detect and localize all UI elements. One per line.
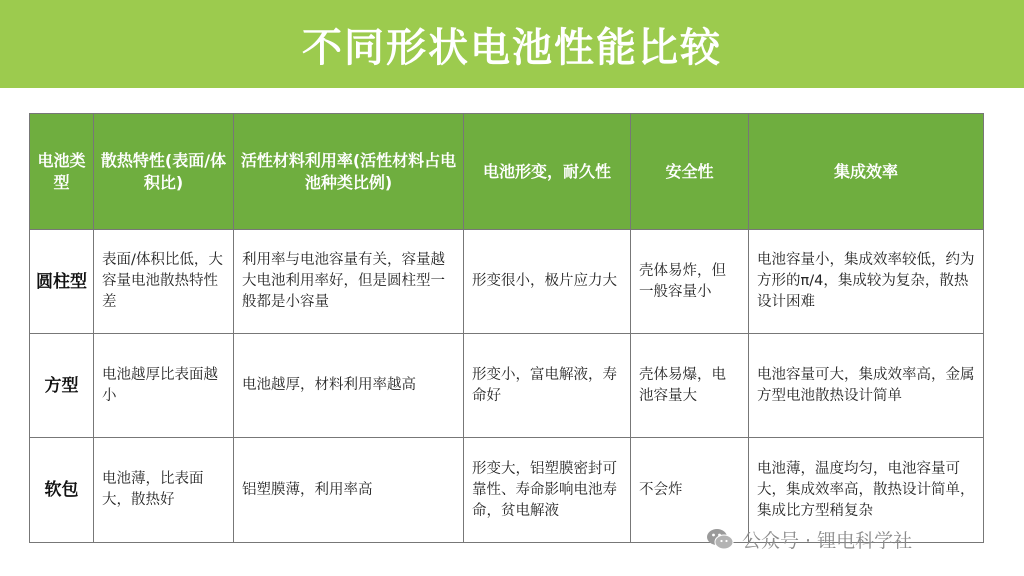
- watermark-text: 公众号 · 锂电科学社: [742, 529, 913, 552]
- table-cell: 电池越厚比表面越小: [94, 334, 234, 438]
- page-title: 不同形状电池性能比较: [302, 24, 722, 71]
- table-cell: 形变很小，极片应力大: [464, 230, 631, 334]
- comparison-table: [29, 113, 984, 543]
- header-material-utilization: 活性材料利用率(活性材料占电池种类比例): [234, 114, 464, 230]
- table-cell: 形变小，富电解液，寿命好: [464, 334, 631, 438]
- table-cell: 电池容量小，集成效率较低，约为方形的π/4，集成较为复杂，散热设计困难: [749, 230, 984, 334]
- header-battery-type: 电池类型: [30, 114, 94, 230]
- table-cell: 不会炸: [631, 438, 749, 543]
- table-cell: 电池薄，比表面大，散热好: [94, 438, 234, 543]
- header-row: [30, 114, 984, 230]
- header-deformation-durability: 电池形变，耐久性: [464, 114, 631, 230]
- row-label-pouch: 软包: [30, 438, 94, 543]
- table-row: [30, 230, 984, 334]
- table-cell: 电池容量可大，集成效率高，金属方型电池散热设计简单: [749, 334, 984, 438]
- row-label-prismatic: 方型: [30, 334, 94, 438]
- header-safety: 安全性: [631, 114, 749, 230]
- wechat-icon: [706, 528, 734, 550]
- table-cell: 电池越厚，材料利用率越高: [234, 334, 464, 438]
- table-cell: 表面/体积比低，大容量电池散热特性差: [94, 230, 234, 334]
- table-cell: 电池薄，温度均匀，电池容量可大，集成效率高，散热设计简单，集成比方型稍复杂: [749, 438, 984, 543]
- watermark: [706, 524, 912, 554]
- table-row: [30, 334, 984, 438]
- table-cell: 利用率与电池容量有关，容量越大电池利用率好，但是圆柱型一般都是小容量: [234, 230, 464, 334]
- table-cell: 铝塑膜薄，利用率高: [234, 438, 464, 543]
- row-label-cylindrical: 圆柱型: [30, 230, 94, 334]
- table-cell: 壳体易爆，电池容量大: [631, 334, 749, 438]
- header-heat-dissipation: 散热特性(表面/体积比): [94, 114, 234, 230]
- table-cell: 形变大，铝塑膜密封可靠性、寿命影响电池寿命，贫电解液: [464, 438, 631, 543]
- table-cell: 壳体易炸，但一般容量小: [631, 230, 749, 334]
- header-integration-efficiency: 集成效率: [749, 114, 984, 230]
